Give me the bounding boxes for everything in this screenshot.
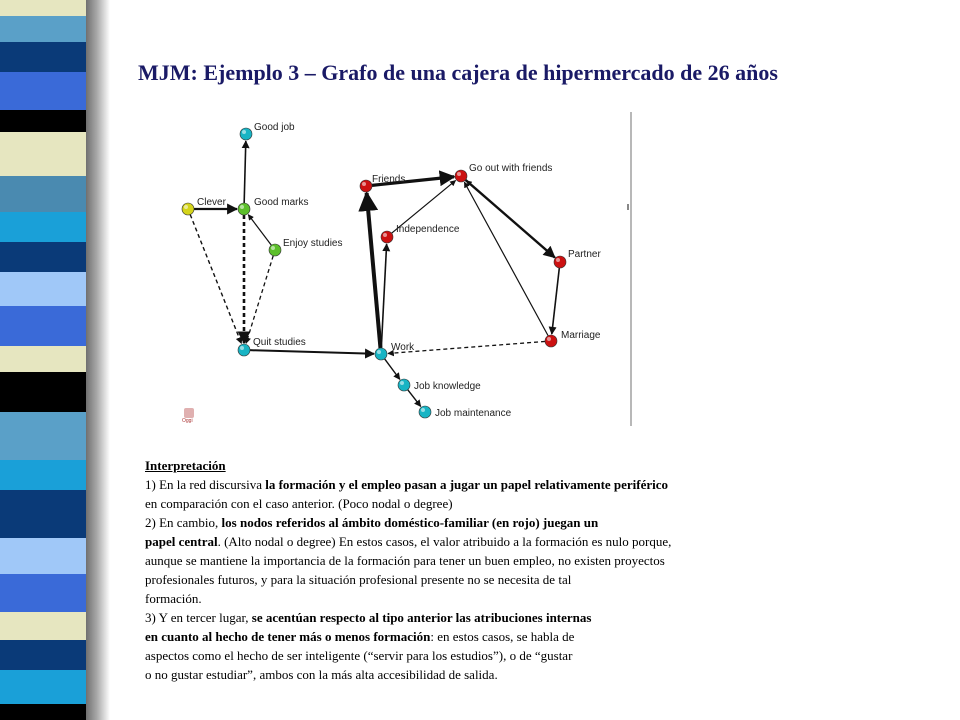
node-partner xyxy=(554,256,566,268)
interp-line-10: aspectos como el hecho de ser inteligente (“servir para los estudios”), o de “gustar xyxy=(145,648,573,663)
edge-work-to-independence xyxy=(381,244,386,348)
edge-quit_studies-to-work xyxy=(250,350,374,354)
decorative-stripe xyxy=(0,0,110,720)
node-job_knowledge xyxy=(398,379,410,391)
node-label-partner: Partner xyxy=(568,249,601,260)
node-highlight xyxy=(362,182,366,186)
interpretation-text xyxy=(145,456,825,684)
software-logo-text: Oggi xyxy=(182,418,193,424)
node-highlight xyxy=(240,205,244,209)
node-highlight xyxy=(184,205,188,209)
stripe-block xyxy=(0,574,86,612)
stripe-block xyxy=(0,372,86,412)
node-highlight xyxy=(457,172,461,176)
node-quit_studies xyxy=(238,344,250,356)
software-logo-icon xyxy=(184,408,194,418)
interp-line-3: 2) En cambio, los nodos referidos al ámbito doméstico-familiar (en rojo) juegan un xyxy=(145,515,599,530)
node-label-friends: Friends xyxy=(372,174,406,185)
node-marriage xyxy=(545,335,557,347)
node-highlight xyxy=(242,130,246,134)
node-label-good_marks: Good marks xyxy=(254,197,309,208)
node-go_out xyxy=(455,170,467,182)
node-highlight xyxy=(240,346,244,350)
node-friends xyxy=(360,180,372,192)
node-highlight xyxy=(421,408,425,412)
node-good_marks xyxy=(238,203,250,215)
node-label-job_knowledge: Job knowledge xyxy=(414,381,481,392)
stripe-block xyxy=(0,212,86,242)
stripe-block xyxy=(0,704,86,720)
interp-line-8: 3) Y en tercer lugar, se acentúan respecto al tipo anterior las atribuciones internas xyxy=(145,610,592,625)
node-enjoy_studies xyxy=(269,244,281,256)
edge-partner-to-marriage xyxy=(552,268,560,334)
graph-image xyxy=(176,112,632,426)
node-label-go_out: Go out with friends xyxy=(469,163,553,174)
stripe-block xyxy=(0,460,86,490)
interp-line-11: o no gustar estudiar”, ambos con la más alta accesibilidad de salida. xyxy=(145,667,498,682)
node-highlight xyxy=(377,350,381,354)
node-work xyxy=(375,348,387,360)
node-job_maintenance xyxy=(419,406,431,418)
edge-marriage-to-go_out xyxy=(464,182,548,336)
edge-job_knowledge-to-job_maintenance xyxy=(408,390,421,407)
node-label-job_maintenance: Job maintenance xyxy=(435,408,512,419)
node-label-marriage: Marriage xyxy=(561,330,601,341)
edge-good_marks-to-good_job xyxy=(244,141,246,203)
interp-line-1: 1) En la red discursiva la formación y el empleo pasan a jugar un papel relativamente periférico xyxy=(145,477,669,492)
stripe-block xyxy=(0,272,86,306)
interp-line-7: formación. xyxy=(145,591,202,606)
node-label-independence: Independence xyxy=(396,224,460,235)
stripe-block xyxy=(0,42,86,72)
node-highlight xyxy=(271,246,275,250)
stripe-block xyxy=(0,412,86,460)
stripe-block xyxy=(0,538,86,574)
node-highlight xyxy=(400,381,404,385)
node-highlight xyxy=(556,258,560,262)
stripe-block xyxy=(0,16,86,42)
edge-enjoy_studies-to-quit_studies xyxy=(246,256,273,344)
stripe-block xyxy=(0,110,86,132)
stripe-block xyxy=(0,242,86,272)
interpretation-heading: Interpretación xyxy=(145,458,226,473)
interp-line-9: en cuanto al hecho de tener más o menos formación: en estos casos, se habla de xyxy=(145,629,575,644)
node-label-quit_studies: Quit studies xyxy=(253,337,306,348)
stripe-block xyxy=(0,670,86,704)
node-label-good_job: Good job xyxy=(254,122,295,133)
node-label-clever: Clever xyxy=(197,197,226,208)
interp-line-5: aunque se mantiene la importancia de la formación para tener un buen empleo, no existen proyectos xyxy=(145,553,665,568)
edge-work-to-job_knowledge xyxy=(385,359,400,380)
interp-line-2: en comparación con el caso anterior. (Poco nodal o degree) xyxy=(145,496,453,511)
stripe-block xyxy=(0,72,86,110)
edge-enjoy_studies-to-good_marks xyxy=(248,215,271,246)
stripe-block xyxy=(0,346,86,372)
stripe-block xyxy=(0,176,86,212)
node-label-work: Work xyxy=(391,342,415,353)
graph-svg xyxy=(176,112,630,426)
node-independence xyxy=(381,231,393,243)
interp-line-4: papel central. (Alto nodal o degree) En estos casos, el valor atribuido a la formación es nulo porque, xyxy=(145,534,672,549)
interp-line-6: profesionales futuros, y para la situación profesional presente no se necesita de tal xyxy=(145,572,572,587)
edge-work-to-friends xyxy=(367,193,381,348)
stripe-block xyxy=(0,0,86,16)
scroll-marker xyxy=(627,204,629,210)
slide-title: MJM: Ejemplo 3 – Grafo de una cajera de hipermercado de 26 años xyxy=(138,60,778,85)
edge-partner-to-go_out xyxy=(466,181,555,258)
node-highlight xyxy=(383,233,387,237)
node-good_job xyxy=(240,128,252,140)
stripe-block xyxy=(0,306,86,346)
stripe-block xyxy=(0,132,86,176)
node-clever xyxy=(182,203,194,215)
stripe-block xyxy=(0,490,86,538)
node-label-enjoy_studies: Enjoy studies xyxy=(283,238,343,249)
stripe-block xyxy=(0,612,86,640)
stripe-block xyxy=(0,640,86,670)
node-highlight xyxy=(547,337,551,341)
edge-clever-to-quit_studies xyxy=(190,215,241,344)
